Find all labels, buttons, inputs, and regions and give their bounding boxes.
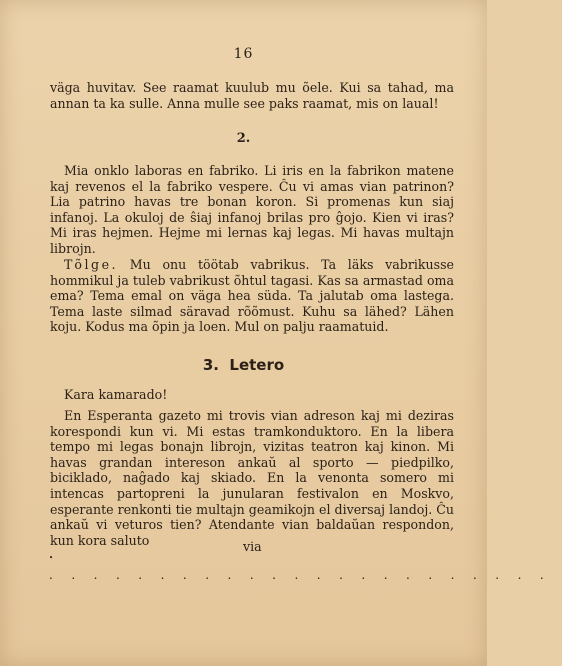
letter-paragraph: En Esperanta gazeto mi trovis vian adreson kaj mi deziras korespondi kun vi. Mi estas tramkonduktoro. En la libera tempo mi legas bonajn librojn, vizitas teatron kaj kinon. Mi havas grandan intereson ankaŭ al sporto — piedpilko, biciklado, naĝado kaj skiado. En la venonta somero mi intencas partopreni la junularan festivalon en Moskvo, esperante renkonti tie multajn geamikojn el diversaj landoj. Ĉu ankaŭ vi veturos tien? Atendante vian baldaŭan respondon, kun kora saluto [50, 408, 455, 548]
page-number: 16 [233, 46, 254, 62]
translation-text: Mu onu töötab vabrikus. Ta läks vabrikusse hommikul ja tuleb vabrikust õhtul tagasi. Kas sa armastad oma ema? Tema emal on väga hea süda. Ta jalutab oma lastega. Tema laste silmad säravad rõõmust. Kuhu sa lähed? Lähen koju. Kodus ma õpin ja loen. Mul on palju raamatuid. [50, 257, 454, 335]
dotted-line: ....................... [49, 568, 562, 582]
translation-label: Tõlge. [64, 257, 119, 272]
catchword: via [243, 539, 262, 554]
lesson-heading: 3. Letero [202, 356, 285, 374]
letter-salutation: Kara kamarado! [64, 387, 168, 402]
section-number: 2. [236, 131, 251, 146]
translation-paragraph [50, 257, 454, 335]
section-mark: • [49, 554, 54, 562]
intro-paragraph: väga huvitav. See raamat kuulub mu õele. Kui sa tahad, ma annan ta ka sulle. Anna mulle see paks raamat, mis on laual! [50, 80, 454, 111]
section-2-paragraph: Mia onklo laboras en fabriko. Li iris en la fabrikon matene kaj revenos el la fabriko vespere. Ĉu vi amas vian patrinon? Lia patrino havas tre bonan koron. Si promenas kun siaj infanoj. La okuloj de ŝiaj infanoj brilas pro ĝojo. Kien vi iras? Mi iras hejmen. Hejme mi lernas kaj legas. Mi havas multajn librojn. [50, 163, 454, 256]
